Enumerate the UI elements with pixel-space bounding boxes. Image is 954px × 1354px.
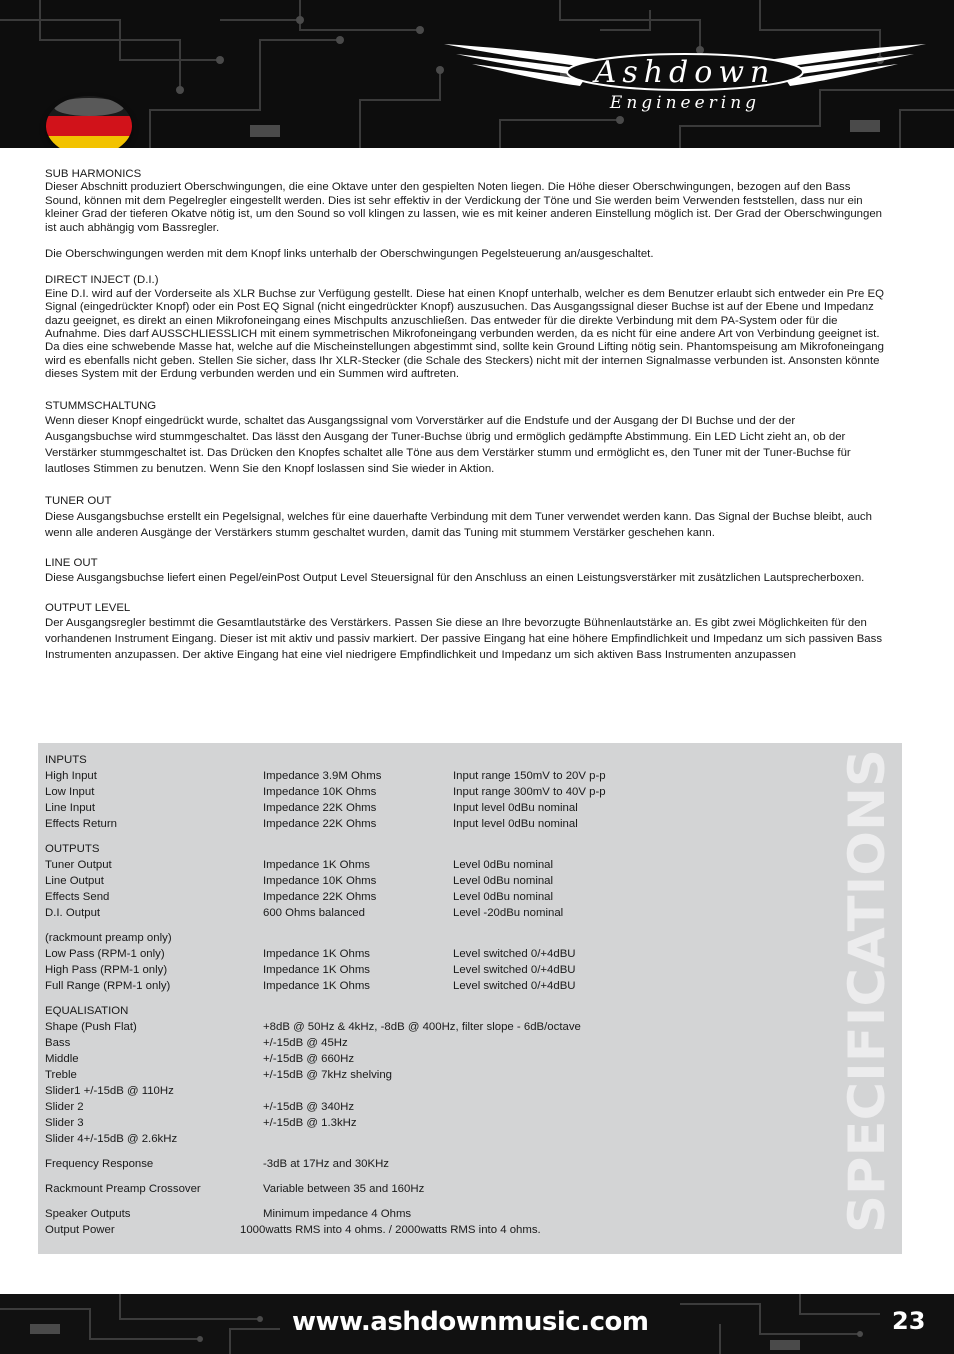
spec-label: Low Pass (RPM-1 only) bbox=[45, 948, 165, 960]
spec-label: Effects Send bbox=[45, 891, 110, 903]
section-heading: TUNER OUT bbox=[45, 495, 112, 508]
spec-label: High Pass (RPM-1 only) bbox=[45, 964, 168, 976]
section-paragraph: Diese Ausgangsbuchse liefert einen Pegel/einPost Output Level Steuersignal für den Anschluss an einen Leistungsverstärker mit zusätzlichen Lautsprecherboxen. bbox=[45, 571, 865, 584]
spec-label: D.I. Output bbox=[45, 907, 101, 919]
website-link[interactable]: www.ashdownmusic.com bbox=[292, 1307, 649, 1337]
spec-value: Impedance 10K Ohms bbox=[263, 786, 377, 798]
spec-group-outputs bbox=[45, 841, 805, 921]
german-flag-icon bbox=[46, 96, 132, 148]
spec-detail: Level switched 0/+4dBU bbox=[453, 948, 576, 960]
section-paragraph: Eine D.I. wird auf der Vorderseite als XLR Buchse zur Verfügung gestellt. Diese hat einen Knopf unterhalb, welcher es dem Benutzer erlaubt sich entweder ein Pre EQ Signal (eingedrückter Knopf) oder ein Post EQ Signal (nicht eingedrückter Knopf) auszusuchen. Das Ausgangssignal dieser Buchse ist auf der Ebene und Impedanz dazu geeignet, es direkt an einen Mikrofoneingang eines Mischpults anzuschließen. Das entweder für die direkte Verbindung mit dem PA-System oder für die Aufnahme. Dies darf AUSSCHLIESSLICH mit einem symmetrischen Mikrofoneingang verbunden werden, da es nicht für eine andere Art von Verbindung geeignet ist. Da dies eine schwebende Masse hat, welche auf die Mischeinstellungen abgestimmt sind, sollte kein Ground Lifting nötig sein. Phantomspeisung am Mikrofoneingang wird es ebenfalls nicht geben. Stellen Sie sicher, dass Ihr XLR-Stecker (die Schale des Steckers) nicht mit der internen Signalmasse verbunden ist. Ansonsten könnte dieses System mit der Erdung verbunden werden und ein Summen wird auftreten. bbox=[45, 287, 884, 381]
spec-detail: Level switched 0/+4dBU bbox=[453, 980, 576, 992]
section-sub-harmonics bbox=[45, 168, 885, 261]
spec-row bbox=[45, 962, 805, 978]
spec-row bbox=[45, 1099, 805, 1115]
specifications-vertical-title bbox=[838, 743, 896, 1243]
spec-label: Bass bbox=[45, 1037, 71, 1049]
section-paragraph: Dieser Abschnitt produziert Oberschwingungen, die eine Oktave unter den gespielten Noten liegen. Die Höhe dieser Oberschwingungen, bezogen auf den Bass Sound, können mit dem Pegelregler eingestellt werden. Dies ist sehr effektiv in der Verdickung der Töne und Sie werden beim Verwenden feststellen, dass nur ein kleiner Grad der tieferen Okatve nötig ist, um den Sound so voll klingen zu lassen, wie es mit keiner anderen Einstellung möglich ist. Der Grad der Oberschwingungen ist auch abhängig vom Bassregler. bbox=[45, 181, 883, 234]
ashdown-logo bbox=[442, 38, 928, 116]
spec-row bbox=[45, 1115, 805, 1131]
flag-stripe-gold bbox=[46, 136, 132, 148]
spec-detail: Input range 300mV to 40V p-p bbox=[453, 786, 606, 798]
spec-row bbox=[45, 800, 805, 816]
spec-value: Impedance 1K Ohms bbox=[263, 859, 370, 871]
spec-row bbox=[45, 1067, 805, 1083]
spec-detail: Level 0dBu nominal bbox=[453, 875, 554, 887]
spec-label: Slider1 +/-15dB @ 110Hz bbox=[45, 1085, 174, 1097]
spec-list bbox=[45, 752, 805, 1247]
spec-detail: Input level 0dBu nominal bbox=[453, 818, 578, 830]
spec-row bbox=[45, 889, 805, 905]
spec-row bbox=[45, 905, 805, 921]
spec-value: Impedance 1K Ohms bbox=[263, 980, 370, 992]
spec-value: +/-15dB @ 660Hz bbox=[263, 1053, 355, 1065]
spec-row bbox=[45, 873, 805, 889]
spec-value: 1000watts RMS into 4 ohms. / 2000watts RMS into 4 ohms. bbox=[240, 1224, 541, 1236]
spec-value: Impedance 22K Ohms bbox=[263, 802, 377, 814]
spec-row bbox=[45, 816, 805, 832]
section-paragraph: Die Oberschwingungen werden mit dem Knopf links unterhalb der Oberschwingungen Pegelsteuerung an/ausgeschaltet. bbox=[45, 248, 654, 261]
spec-row bbox=[45, 1156, 805, 1172]
spec-value: +/-15dB @ 1.3kHz bbox=[263, 1117, 357, 1129]
spec-value: +8dB @ 50Hz & 4kHz, -8dB @ 400Hz, filter slope - 6dB/octave bbox=[263, 1021, 581, 1033]
spec-label: Frequency Response bbox=[45, 1158, 154, 1170]
section-heading: LINE OUT bbox=[45, 556, 98, 569]
specifications-panel bbox=[38, 743, 902, 1254]
spec-detail: Level 0dBu nominal bbox=[453, 891, 554, 903]
spec-row bbox=[45, 1035, 805, 1051]
spec-detail: Input level 0dBu nominal bbox=[453, 802, 578, 814]
spec-value: Impedance 10K Ohms bbox=[263, 875, 377, 887]
section-stummschaltung bbox=[45, 400, 885, 477]
spec-group-equalisation bbox=[45, 1003, 805, 1147]
spec-group-inputs bbox=[45, 752, 805, 832]
spec-label: Effects Return bbox=[45, 818, 117, 830]
spec-detail: Level 0dBu nominal bbox=[453, 859, 554, 871]
page-footer bbox=[0, 1294, 954, 1354]
spec-value: Impedance 22K Ohms bbox=[263, 891, 377, 903]
spec-group-heading: INPUTS bbox=[45, 754, 87, 766]
spec-group-frequency-response bbox=[45, 1156, 805, 1172]
spec-row bbox=[45, 768, 805, 784]
spec-row bbox=[45, 857, 805, 873]
section-paragraph: Der Ausgangsregler bestimmt die Gesamtlautstärke des Verstärkers. Passen Sie diese an Ihre bevorzugte Bühnenlautstärke an. Es gibt zwei Möglichkeiten für den vorhandenen Instrument Eingang. Dieser ist mit aktiv und passiv markiert. Der passive Eingang hat eine höhere Empfindlichkeit und Impedanz um sich passiven Bass Instrumenten anzupassen. Der aktive Eingang hat eine viel niedrigere Empfindlichkeit und Impedanz um sich aktiven Bass Instrumenten anzupassen bbox=[45, 617, 883, 662]
spec-value: Impedance 3.9M Ohms bbox=[263, 770, 382, 782]
spec-value: +/-15dB @ 7kHz shelving bbox=[263, 1069, 393, 1081]
spec-value: +/-15dB @ 45Hz bbox=[263, 1037, 348, 1049]
section-heading: DIRECT INJECT (D.I.) bbox=[45, 274, 159, 287]
spec-group-heading: (rackmount preamp only) bbox=[45, 932, 172, 944]
spec-value: Impedance 1K Ohms bbox=[263, 948, 370, 960]
logo-sub-text: Engineering bbox=[609, 93, 761, 113]
spec-label: Speaker Outputs bbox=[45, 1208, 131, 1220]
spec-row bbox=[45, 784, 805, 800]
flag-stripe-red bbox=[46, 116, 132, 136]
spec-label: Middle bbox=[45, 1053, 79, 1065]
spec-detail: Input range 150mV to 20V p-p bbox=[453, 770, 606, 782]
manual-content bbox=[45, 168, 885, 676]
spec-value: Variable between 35 and 160Hz bbox=[263, 1183, 425, 1195]
spec-value: +/-15dB @ 340Hz bbox=[263, 1101, 355, 1113]
spec-row bbox=[45, 1051, 805, 1067]
spec-row bbox=[45, 1083, 805, 1099]
spec-row bbox=[45, 1222, 805, 1238]
page-number: 23 bbox=[892, 1307, 926, 1335]
section-direct-inject bbox=[45, 274, 885, 381]
section-heading: OUTPUT LEVEL bbox=[45, 601, 131, 614]
spec-value: 600 Ohms balanced bbox=[263, 907, 365, 919]
spec-label: Slider 2 bbox=[45, 1101, 84, 1113]
flag-gloss bbox=[54, 98, 124, 116]
spec-label: Tuner Output bbox=[45, 859, 112, 871]
section-heading: STUMMSCHALTUNG bbox=[45, 399, 157, 412]
page-header bbox=[0, 0, 954, 148]
spec-row bbox=[45, 1206, 805, 1222]
spec-row bbox=[45, 1181, 805, 1197]
spec-label: Shape (Push Flat) bbox=[45, 1021, 137, 1033]
spec-value: Impedance 1K Ohms bbox=[263, 964, 370, 976]
spec-detail: Level -20dBu nominal bbox=[453, 907, 564, 919]
spec-value: -3dB at 17Hz and 30KHz bbox=[263, 1158, 390, 1170]
spec-label: Line Input bbox=[45, 802, 96, 814]
spec-group-crossover bbox=[45, 1181, 805, 1197]
spec-value: Impedance 22K Ohms bbox=[263, 818, 377, 830]
logo-brand-text: Ashdown bbox=[594, 55, 776, 90]
spec-group-heading: EQUALISATION bbox=[45, 1005, 129, 1017]
section-line-out bbox=[45, 557, 885, 586]
specifications-title-text: SPECIFICATIONS bbox=[838, 773, 896, 1233]
spec-group-heading: OUTPUTS bbox=[45, 843, 100, 855]
section-heading: SUB HARMONICS bbox=[45, 168, 142, 180]
spec-row bbox=[45, 1131, 805, 1147]
spec-group-power bbox=[45, 1206, 805, 1238]
section-paragraph: Wenn dieser Knopf eingedrückt wurde, schaltet das Ausgangssignal vom Vorverstärker auf die Endstufe und der Ausgang der DI Buchse und der der Ausgangsbuchse wird stummgeschaltet. Das lässt den Ausgang der Tuner-Buchse übrig und ermöglich gedämpfte Abstimmung. Ein LED Licht zieht an, ob der Verstärker stummgeschaltet ist. Das Drücken den Knopfes schaltet alle Töne aus dem Verstärker stumm und ermöglicht es, den Tuner mit der Tuner-Buchse für lautloses Stimmen zu benutzen. Wenn Sie den Knopf loslassen sind Sie wieder in Aktion. bbox=[45, 415, 851, 476]
spec-label: Output Power bbox=[45, 1224, 115, 1236]
spec-label: Line Output bbox=[45, 875, 104, 887]
spec-label: Low Input bbox=[45, 786, 95, 798]
spec-label: Slider 4+/-15dB @ 2.6kHz bbox=[45, 1133, 178, 1145]
spec-group-rackmount bbox=[45, 930, 805, 994]
section-tuner-out bbox=[45, 495, 885, 540]
spec-label: Slider 3 bbox=[45, 1117, 84, 1129]
spec-row bbox=[45, 946, 805, 962]
section-output-level bbox=[45, 602, 885, 663]
spec-label: Rackmount Preamp Crossover bbox=[45, 1183, 201, 1195]
spec-label: Full Range (RPM-1 only) bbox=[45, 980, 171, 992]
spec-detail: Level switched 0/+4dBU bbox=[453, 964, 576, 976]
spec-label: Treble bbox=[45, 1069, 77, 1081]
spec-value: Minimum impedance 4 Ohms bbox=[263, 1208, 412, 1220]
spec-label: High Input bbox=[45, 770, 97, 782]
section-paragraph: Diese Ausgangsbuchse erstellt ein Pegelsignal, welches für eine dauerhafte Verbindung mit dem Tuner verwendet werden kann. Das Signal der Buchse bleibt, auch wenn alle anderen Ausgänge der Verstärkers stumm geschaltet wurden, damit das Tuning mit stummem Verstärker geschehen kann. bbox=[45, 510, 872, 539]
spec-row bbox=[45, 1019, 805, 1035]
spec-row bbox=[45, 978, 805, 994]
